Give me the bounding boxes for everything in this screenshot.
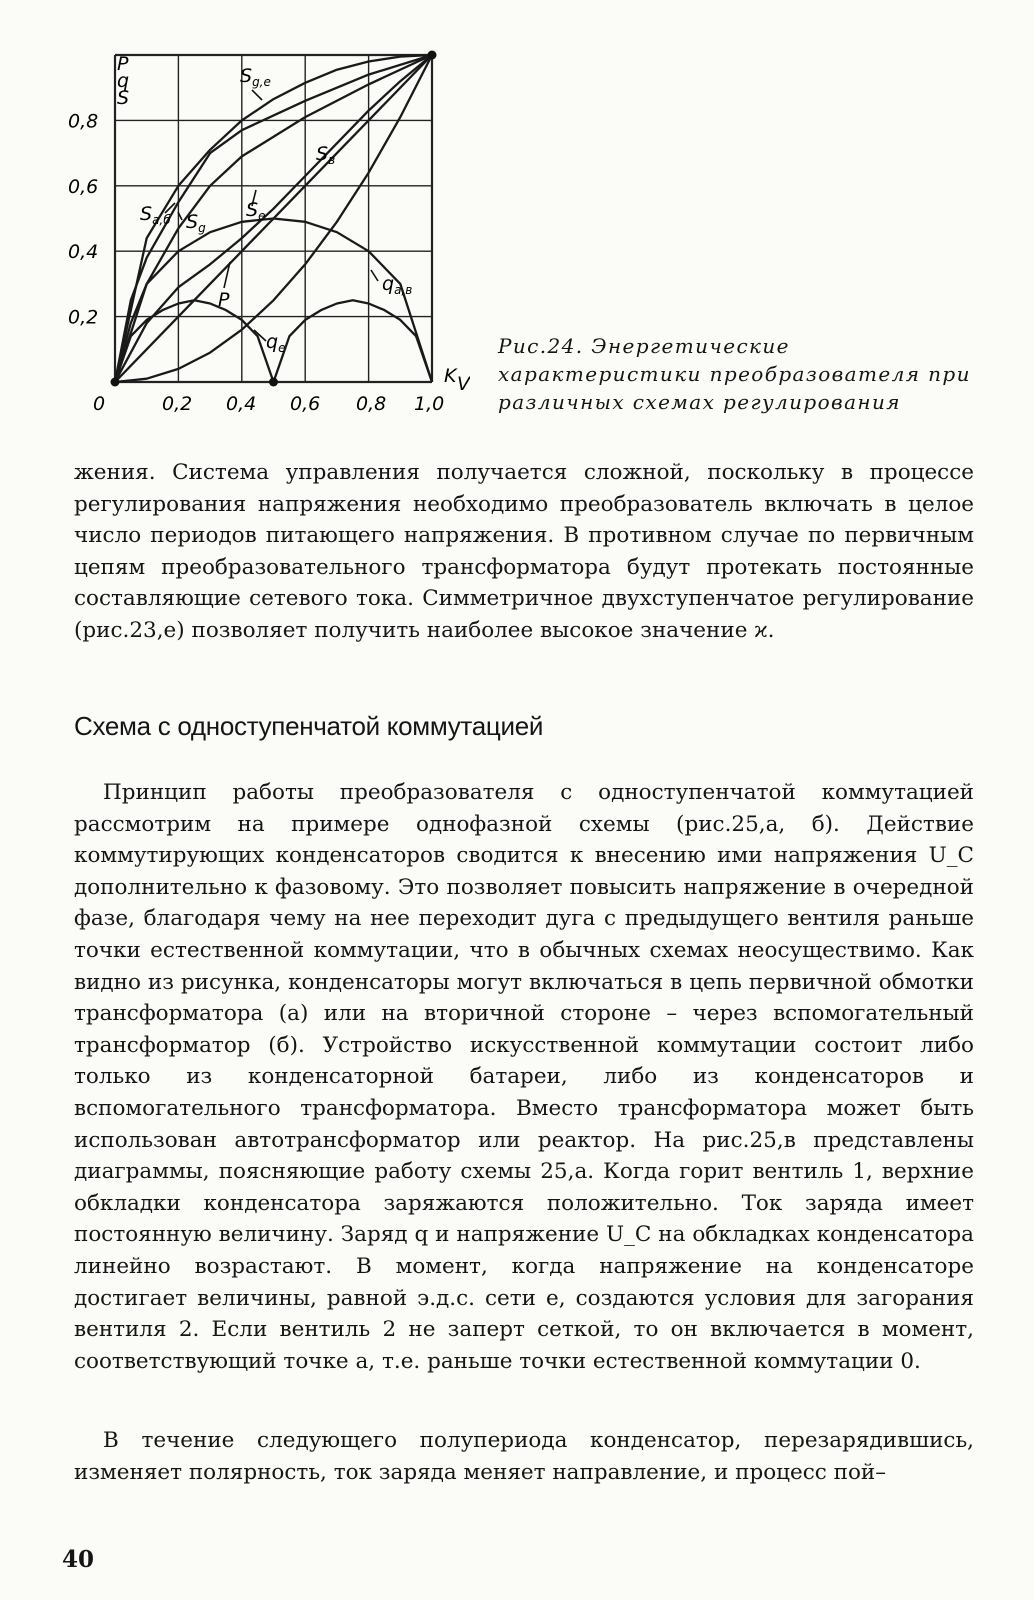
y-tick-label: 0,8 <box>68 110 99 133</box>
figure <box>0 0 1034 440</box>
x-tick-label: 0,4 <box>226 393 257 415</box>
page-number: 40 <box>62 1546 95 1573</box>
curve-label: $S_e$ <box>246 199 266 223</box>
curve-label: $q_e$ <box>266 331 286 355</box>
y-axis-label: q <box>117 70 130 92</box>
x-tick-label: 0 <box>93 393 106 415</box>
curve-label: $q_{a,в}$ <box>382 273 413 297</box>
energy-characteristics-chart <box>0 0 470 440</box>
paragraph-next: В течение следующего полупериода конденсатор, перезарядившись, изменяет полярность, ток заряда меняет направление, и процесс пой– <box>74 1428 974 1485</box>
curve-label: $S_{g,e}$ <box>240 65 271 89</box>
x-tick-label: 1,0 <box>414 393 445 415</box>
x-axis-label-subscript: V <box>457 373 470 395</box>
paragraph-continued: жения. Система управления получается сложной, поскольку в процессе регулирования напряжения необходимо преобразователь включать в целое число периодов питающего напряжения. В противном случае по первичным цепям преобразовательного трансформатора будут протекать постоянные составляющие сетевого тока. Симметричное двухступенчатое регулирование (рис.23,е) позволяет получить наиболее высокое значение ϰ. <box>74 460 974 643</box>
curve-label-leader <box>252 90 262 100</box>
paragraph-principle: Принцип работы преобразователя с одноступенчатой коммутацией рассмотрим на примере однофазной схемы (рис.25,а, б). Действие коммутирующих конденсаторов сводится к внесению ими напряжения U_C дополнительно к фазовому. Это позволяет повысить напряжение в очередной фазе, благодаря чему на нее переходит дуга с предыдущего вентиля раньше точки естественной коммутации, что в обычных схемах неосуществимо. Как видно из рисунка, конденсаторы могут включаться в цепь первичной обмотки трансформатора (а) или на вторичной стороне – через вспомогательный трансформатор (б). Устройство искусственной коммутации состоит либо только из конденсаторной батареи, либо из конденсаторов и вспомогательного трансформатора. Вместо трансформатора может быть использован автотрансформатор или реактор. На рис.25,в представлены диаграммы, поясняющие работу схемы 25,а. Когда горит вентиль 1, верхние обкладки конденсатора заряжаются положительно. Ток заряда имеет постоянную величину. Заряд q и напряжение U_C на обкладках конденсатора линейно возрастают. В момент, когда напряжение на конденсаторе достигает величины, равной э.д.с. сети е, создаются условия для загорания вентиля 2. Если вентиль 2 не заперт сеткой, то он включается в момент, соответствующий точке а, т.е. раньше точки естественной коммутации 0. <box>74 780 974 1374</box>
y-tick-label: 0,4 <box>68 241 99 264</box>
curve-label: P <box>218 289 230 311</box>
x-tick-label: 0,8 <box>356 393 387 415</box>
curve-label: $S_{a,б}$ <box>140 203 171 227</box>
y-tick-label: 0,2 <box>68 306 99 329</box>
data-point-origin <box>111 378 120 387</box>
data-point-end <box>428 51 437 60</box>
section-heading: Схема с одноступенчатой коммутацией <box>74 711 544 741</box>
data-point-qe-zero <box>269 378 278 387</box>
x-tick-label: 0,2 <box>162 393 193 415</box>
x-tick-label: 0,6 <box>290 393 321 415</box>
curve-label-leader <box>371 270 378 281</box>
curve-label: $S_g$ <box>186 211 206 235</box>
y-axis-label: P <box>117 53 129 75</box>
figure-caption: Рис.24. Энергетические характеристики преобразователя при различных схемах регулирования <box>498 334 971 414</box>
y-axis-label: S <box>117 87 130 109</box>
x-axis-label: K <box>444 365 457 387</box>
y-tick-label: 0,6 <box>68 175 99 198</box>
curve-label: $S_в$ <box>316 143 336 167</box>
